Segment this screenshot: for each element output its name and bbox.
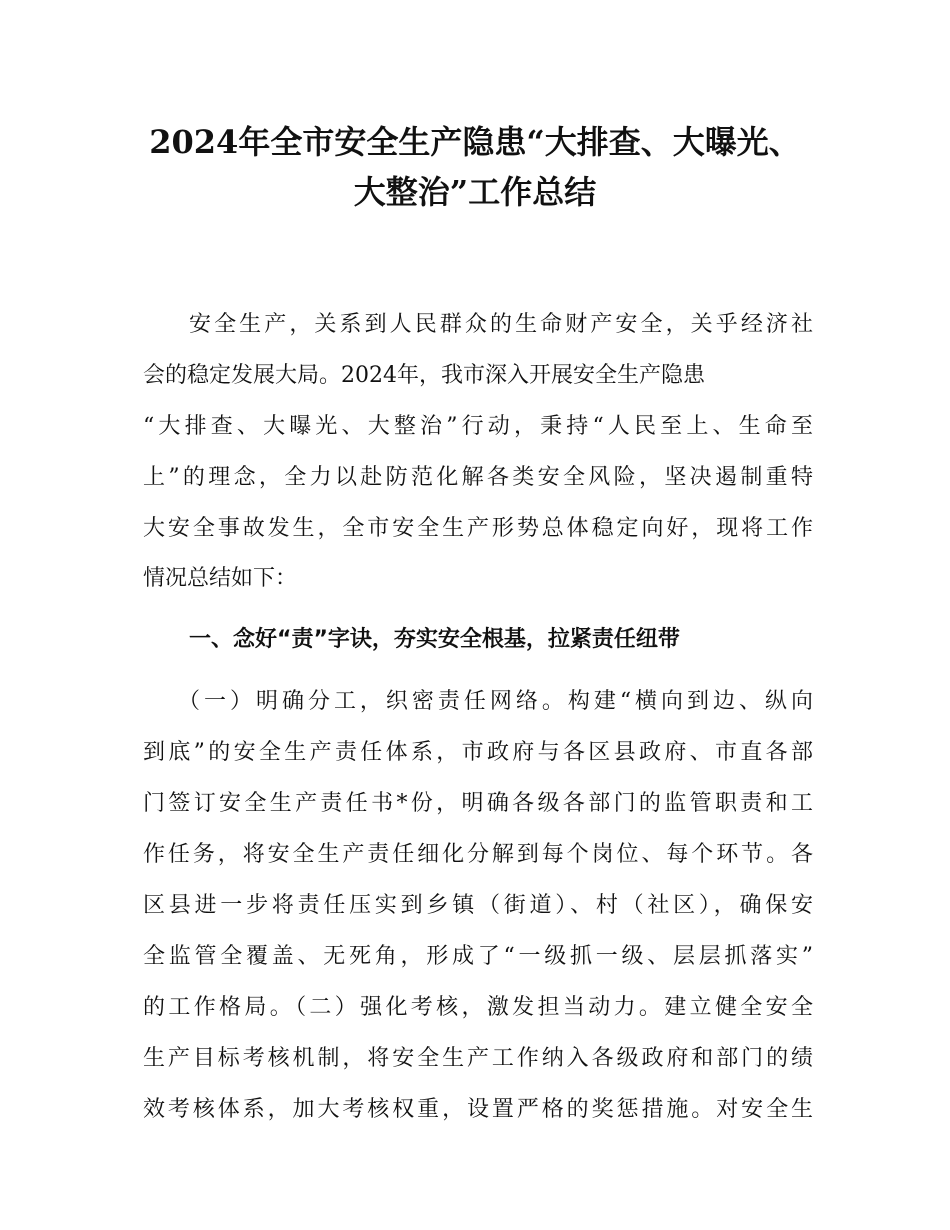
body-paragraph-line: （一）明确分工，织密责任网络。构建“横向到边、纵向: [178, 689, 813, 714]
document-title-line-2: 大整治”工作总结: [353, 173, 597, 211]
intro-paragraph-line: “大排查、大曝光、大整治”行动，秉持“人民至上、生命至: [143, 414, 813, 439]
body-paragraph-line: 作任务，将安全生产责任细化分解到每个岗位、每个环节。各: [143, 842, 813, 867]
document-title-line-1: 2024年全市安全生产隐患“大排查、大曝光、: [149, 123, 801, 161]
body-paragraph-line: 到底”的安全生产责任体系，市政府与各区县政府、市直各部: [143, 740, 813, 765]
body-paragraph-line: 生产目标考核机制，将安全生产工作纳入各级政府和部门的绩: [143, 1046, 813, 1071]
intro-paragraph-line: 情况总结如下：: [143, 566, 298, 591]
body-paragraph-line: 全监管全覆盖、无死角，形成了“一级抓一级、层层抓落实”: [143, 944, 813, 969]
intro-paragraph-line: 大安全事故发生，全市安全生产形势总体稳定向好，现将工作: [143, 516, 813, 541]
body-paragraph-line: 门签订安全生产责任书*份，明确各级各部门的监管职责和工: [143, 791, 813, 816]
intro-paragraph-line: 安全生产，关系到人民群众的生命财产安全，关乎经济社: [189, 312, 813, 337]
intro-paragraph-line: 上”的理念，全力以赴防范化解各类安全风险，坚决遏制重特: [143, 465, 813, 490]
body-paragraph-line: 效考核体系，加大考核权重，设置严格的奖惩措施。对安全生: [143, 1097, 813, 1122]
body-paragraph-line: 的工作格局。（二）强化考核，激发担当动力。建立健全安全: [143, 995, 813, 1020]
body-paragraph-line: 区县进一步将责任压实到乡镇（街道）、村（社区），确保安: [143, 893, 813, 918]
intro-paragraph-line: 会的稳定发展大局。2024年，我市深入开展安全生产隐患: [143, 363, 705, 388]
section-heading: 一、念好“责”字诀，夯实安全根基，拉紧责任纽带: [189, 627, 680, 652]
